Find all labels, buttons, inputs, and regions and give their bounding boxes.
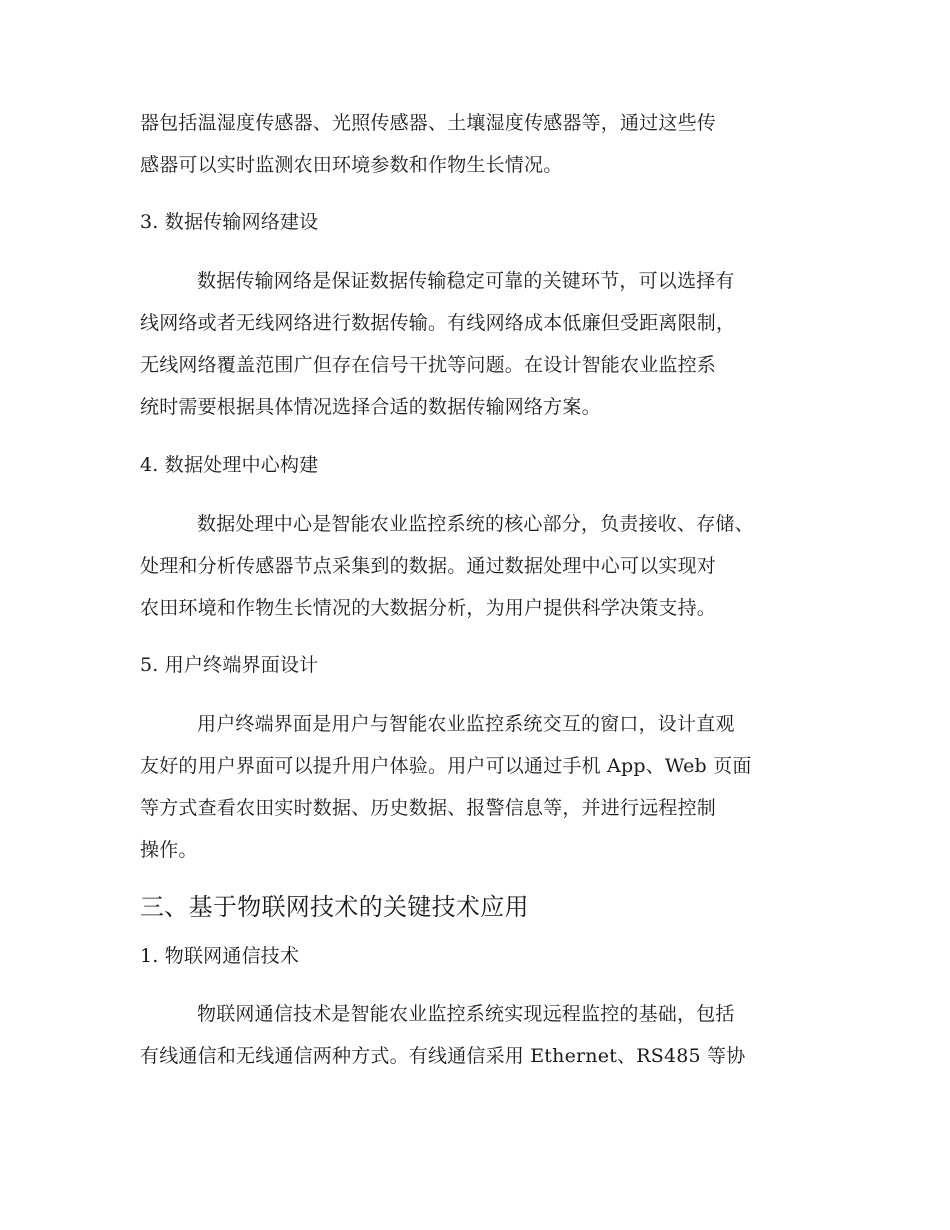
paragraph-line: 数据传输网络是保证数据传输稳定可靠的关键环节，可以选择有 xyxy=(197,270,735,292)
paragraph-line: 物联网通信技术是智能农业监控系统实现远程监控的基础，包括 xyxy=(197,1003,735,1025)
paragraph-line: 友好的用户界面可以提升用户体验。用户可以通过手机 App、Web 页面 xyxy=(140,755,752,777)
paragraph-line: 操作。 xyxy=(140,839,198,861)
paragraph-line: 有线通信和无线通信两种方式。有线通信采用 Ethernet、RS485 等协 xyxy=(140,1045,746,1067)
paragraph-line: 器包括温湿度传感器、光照传感器、土壤湿度传感器等，通过这些传 xyxy=(140,112,717,134)
subheading-data-transmission: 3. 数据传输网络建设 xyxy=(140,211,319,233)
paragraph-line: 线网络或者无线网络进行数据传输。有线网络成本低廉但受距离限制， xyxy=(140,312,736,334)
subheading-user-interface: 5. 用户终端界面设计 xyxy=(140,654,319,676)
paragraph-line: 数据处理中心是智能农业监控系统的核心部分，负责接收、存储、 xyxy=(197,513,754,535)
paragraph-line: 农田环境和作物生长情况的大数据分析，为用户提供科学决策支持。 xyxy=(140,597,717,619)
paragraph-line: 无线网络覆盖范围广但存在信号干扰等问题。在设计智能农业监控系 xyxy=(140,354,717,376)
paragraph-line: 感器可以实时监测农田环境参数和作物生长情况。 xyxy=(140,154,563,176)
subheading-iot-communication: 1. 物联网通信技术 xyxy=(140,945,300,967)
subheading-data-center: 4. 数据处理中心构建 xyxy=(140,454,319,476)
section-heading: 三、基于物联网技术的关键技术应用 xyxy=(140,893,529,921)
paragraph-line: 等方式查看农田实时数据、历史数据、报警信息等，并进行远程控制 xyxy=(140,797,717,819)
paragraph-line: 统时需要根据具体情况选择合适的数据传输网络方案。 xyxy=(140,396,601,418)
paragraph-line: 处理和分析传感器节点采集到的数据。通过数据处理中心可以实现对 xyxy=(140,555,717,577)
paragraph-line: 用户终端界面是用户与智能农业监控系统交互的窗口，设计直观 xyxy=(197,713,735,735)
